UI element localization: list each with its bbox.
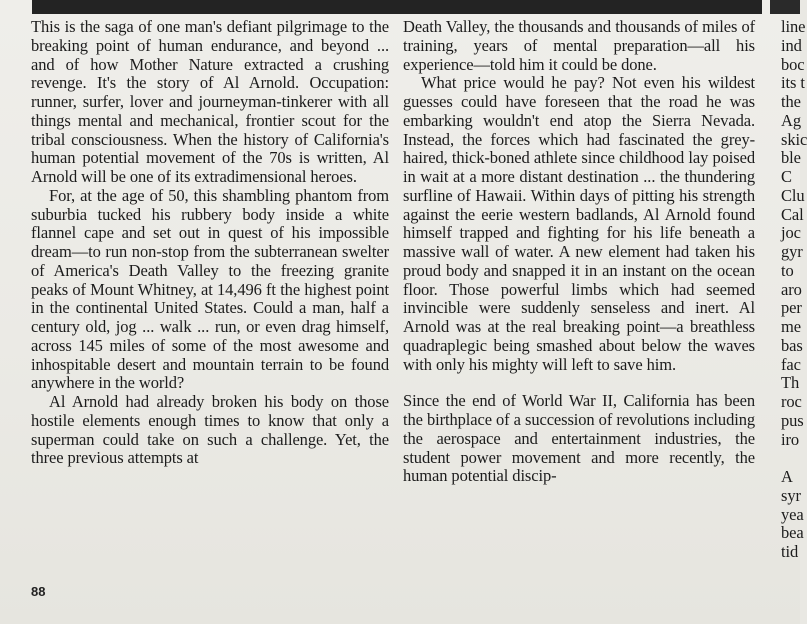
top-photo-strip-right [770, 0, 800, 14]
text-fragment: syr [781, 485, 801, 505]
text-fragment: pus [781, 410, 804, 430]
text-fragment: iro [781, 429, 800, 449]
text-fragment: roc [781, 392, 802, 411]
paragraph: This is the saga of one man's defiant pilgrimage to the breaking point of human endurance, and beyond ... and of how Mother Nature extracted a crushing revenge. It's the story of Al Arnold. Occupation: runner, surfer, lover and journeyman-tinkerer with all things mental and mechanical, frontier scout for the tribal consciousness. When the history of California's human potential movement of the 70s is written, Al Arnold will be one of its extradimensional heroes. [31, 17, 389, 186]
text-fragment: me [781, 317, 801, 336]
text-fragment: bea [781, 523, 804, 543]
text-fragment: boc [781, 54, 805, 74]
text-fragment: tid [781, 542, 799, 561]
page-number: 88 [31, 584, 46, 599]
article-column-2 [403, 18, 755, 486]
text-fragment: Cal [781, 204, 804, 224]
text-fragment: yea [781, 504, 804, 524]
paragraph: For, at the age of 50, this shambling phantom from suburbia tucked his rubbery body inside a white flannel cape and set out in quest of his impossible dream—to run non-stop from the subterranean swelter of America's Death Valley to the freezing granite peaks of Mount Whitney, at 14,496 ft the highest point in the continental United States. Could a man, half a century old, jog ... walk ... run, or even drag himself, across 145 miles of some of the most awesome and inhospitable desert and mountain terrain to be found anywhere in the world? [31, 185, 389, 393]
text-fragment: its t [781, 73, 805, 93]
paragraph: Since the end of World War II, California has been the birthplace of a succession of revolutions including the aerospace and entertainment industries, the student power movement and more recently, the human potential discip- [403, 391, 755, 486]
paragraph: Death Valley, the thousands and thousands of miles of training, years of mental preparation—all his experience—told him it could be done. [403, 17, 755, 74]
text-fragment: Th [781, 373, 800, 393]
article-column-3-cropped [781, 17, 807, 562]
text-fragment: to [781, 260, 794, 280]
text-fragment [781, 449, 800, 468]
text-fragment: ind [781, 35, 802, 55]
text-fragment: line [781, 17, 806, 36]
text-fragment: bas [781, 335, 803, 355]
text-fragment: A [781, 467, 793, 486]
text-fragment: ble [781, 148, 801, 168]
text-fragment: Ag [781, 110, 801, 130]
text-fragment: fac [781, 354, 801, 374]
text-fragment: gyr [781, 242, 803, 261]
text-fragment: aro [781, 279, 802, 299]
paragraph: Al Arnold had already broken his body on those hostile elements enough times to know that only a superman could take on such a challenge. Yet, the three previous attempts at [31, 392, 389, 468]
article-column-1 [31, 18, 389, 468]
text-fragment: Clu [781, 185, 805, 205]
text-fragment: the [781, 92, 801, 111]
text-fragment: skic [781, 129, 807, 149]
text-fragment: joc [781, 223, 801, 243]
text-fragment: per [781, 298, 802, 318]
top-photo-strip [32, 0, 762, 14]
text-fragment: C [781, 167, 792, 186]
paragraph: What price would he pay? Not even his wildest guesses could have foreseen that the road he was embarking wouldn't end atop the Sierra Nevada. Instead, the forces which had fascinated the grey-haired, thick-boned athlete since childhood lay poised in wait at a more distant destination ... the thundering surfline of Hawaii. Within days of pitting his strength against the eerie western badlands, Al Arnold found himself trapped and fighting for his life beneath a massive wall of water. A new element had taken his proud body and snapped it in an instant on the ocean floor. Those powerful limbs which had seemed invincible were suddenly senseless and inert. Al Arnold was at the real breaking point—a breathless quadraplegic being smashed about below the waves with only his mighty will left to save him. [403, 73, 755, 374]
